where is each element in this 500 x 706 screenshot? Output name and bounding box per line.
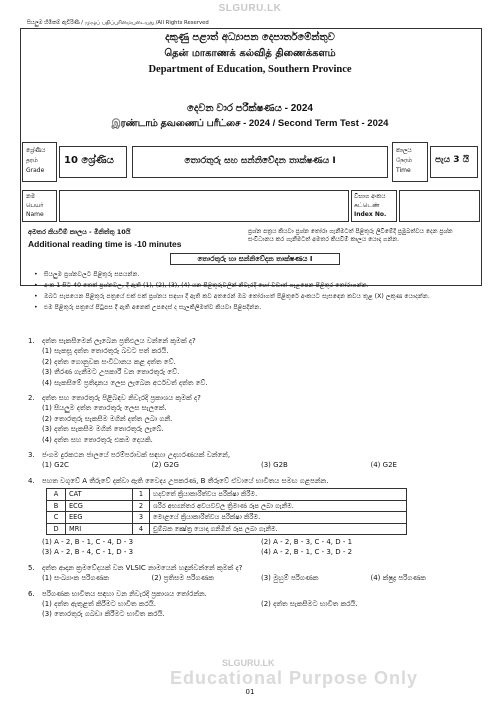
grade-value: 10 ශ්‍රේණිය (64, 155, 114, 166)
name-label-line-1: නම (26, 193, 36, 200)
question-6 (28, 589, 480, 620)
table-cell: ECG (66, 500, 133, 511)
grade-label-line-3: Grade (26, 167, 45, 174)
table-cell: 3 (133, 512, 150, 523)
grade-label-line-1: ශ්‍රේණිය (26, 147, 46, 154)
option[interactable]: (4) G2E (370, 461, 397, 470)
question-text: පරිගණක භාවිතය සඳහා වන නිවැරදි ප්‍රකාශය තෝරන්න. (42, 589, 207, 598)
option[interactable]: (2) ප්‍රතිසම පරිගණක (151, 574, 214, 583)
questions-section (28, 336, 480, 625)
options-row (42, 573, 480, 583)
part-title: තොරතුරු හා සන්නිවේදන තාක්ෂණය I (170, 253, 340, 265)
option[interactable]: (4) A - 2, B - 1, C - 3, D - 2 (261, 548, 353, 557)
question-text: පහත වගුවේ A තීරුවේ දක්වා ඇති වෛද්‍ය උපකරණ, B තීරුවේ ඒවායේ භාවිතය සමඟ ගළපන්න. (42, 476, 329, 485)
option[interactable]: (1) දත්ත ඇතුළත් කිරීමට භාවිත කරයි. (42, 599, 156, 608)
question-5 (28, 563, 480, 584)
instruction-item: • එම පිළිතුරු පත්‍රයේ පිටුපස දී ඇති අනෙක් උපදෙස් ද සැලකිලිමත්ව කියවා පිළිපදින්න. (30, 303, 480, 312)
question-number: 3. (28, 451, 35, 460)
table-cell: 2 (133, 500, 150, 511)
option[interactable]: (2) දත්ත ගොනුවක සංවිධානය කළ දත්ත වේ. (42, 357, 176, 366)
time-label-line-1: කාලය (396, 147, 412, 154)
option[interactable]: (3) තීරණ ගැනීමට උපකාරී වන තොරතුරු වේ. (42, 368, 180, 377)
reading-time-sinhala: අමතර කියවීම් කාලය - මිනිත්තු 10යි (28, 228, 131, 236)
table-cell: හදවතේ ක්‍රියාකාරීත්වය පරීක්ෂා කිරීම. (150, 489, 407, 500)
table-cell: CAT (66, 489, 133, 500)
option[interactable]: (3) G2B (261, 461, 288, 470)
table-cell: A (47, 489, 66, 500)
table-cell: මොළයේ ක්‍රියාකාරීත්වය පරීක්ෂා කිරීම. (150, 512, 407, 523)
option[interactable]: (3) දත්ත සැකසීම මගින් තොරතුරු ලැබේ. (42, 425, 164, 434)
question-2 (28, 393, 480, 445)
time-label-line-2: நேரம் (396, 157, 413, 164)
table-cell: MRI (66, 523, 133, 534)
options-grid (42, 599, 480, 620)
watermark-bottom: Educational Purpose Only (170, 668, 419, 688)
question-number: 2. (28, 394, 35, 403)
index-label-line-3: Index No. (354, 211, 387, 218)
index-label-line-2: சுட்டெண் (354, 202, 380, 209)
copyright-notice: සියලුම හිමිකම් ඇවිරිණි / முழுப் பதிப்புரிமையுடையது /All Rights Reserved (27, 20, 209, 26)
question-number: 5. (28, 563, 35, 572)
reading-time-block (28, 228, 218, 249)
question-3 (28, 450, 480, 471)
table-row (47, 523, 407, 534)
question-text: දත්ත ආදාන ක්‍රමවේදයක් වන VLSIC නාමයෙන් හඳුන්වන්නේ කුමක් ද? (42, 563, 243, 572)
table-cell: EEG (66, 512, 133, 523)
option[interactable]: (3) තොරතුරු ගබඩා කිරීමට භාවිත කරයි. (42, 610, 165, 619)
subject-box (132, 146, 388, 178)
name-field[interactable] (59, 190, 349, 222)
question-text: දත්ත සැකසීමෙන් ලැබෙන ප්‍රතිඵලය වන්නේ කුමක් ද? (42, 337, 196, 345)
grade-label-cell (22, 142, 57, 182)
department-name-english: Department of Education, Southern Province (148, 64, 352, 75)
question-text: ජංගම දුරකථන ජාලයේ පරම්පරාවක් සඳහා උදාහරණයක් වන්නේ, (42, 451, 231, 460)
reading-time-english: Additional reading time is -10 minutes (28, 239, 182, 249)
watermark-top: SLGURU.LK (218, 3, 282, 14)
index-number-field[interactable] (399, 190, 480, 222)
time-value: පැය 3 යි (435, 155, 470, 165)
question-1 (28, 336, 480, 388)
table-cell: C (47, 512, 66, 523)
grade-subject-time-row (22, 142, 480, 182)
option[interactable]: (2) A - 2, B - 3, C - 4, D - 1 (261, 537, 353, 546)
department-name-tamil: தென் மாகாணக் கல்வித் திணைக்களம் (164, 48, 336, 59)
name-index-row (22, 190, 480, 226)
option[interactable]: (1) A - 2, B - 1, C - 4, D - 3 (42, 537, 134, 546)
option[interactable]: (2) තොරතුරු සැකසීම මගින් දත්ත ලබා ගනී. (42, 414, 173, 423)
question-number: 4. (28, 476, 35, 485)
question-number: 1. (28, 337, 35, 345)
option[interactable]: (4) සැකසීමේ ප්‍රතිදානය ලෙස ලැබෙන අර්ථවත් දත්ත වේ. (42, 378, 208, 387)
index-label-line-1: විභාග අංකය (354, 193, 386, 200)
table-cell: D (47, 523, 66, 534)
options-row (42, 460, 480, 470)
question-text: දත්ත සහ තොරතුරු පිළිබඳව නිවැරදි ප්‍රකාශය කුමක් ද? (42, 394, 201, 403)
table-cell: ශරීර අභ්‍යන්තර අවයවවල ත්‍රිමාණ රූප ලබා ගැනීම. (150, 500, 407, 511)
department-name-sinhala: දකුණු පළාත් අධ්‍යාපන දෙපාර්තමේන්තුව (165, 32, 335, 43)
time-label-line-3: Time (396, 167, 411, 174)
option[interactable]: (3) A - 2, B - 4, C - 1, D - 3 (42, 548, 134, 557)
index-label-cell (351, 190, 397, 222)
table-row (47, 489, 407, 500)
page-number: 01 (245, 688, 255, 696)
table-cell: 1 (133, 489, 150, 500)
time-label-cell (392, 142, 428, 182)
table-cell: 4 (133, 523, 150, 534)
option[interactable]: (4) ක්ෂුද්‍ර පරිගණක (370, 574, 426, 583)
options-grid (42, 537, 480, 558)
option[interactable]: (1) සැකසූ දත්ත තොරතුරු බවට පත් කරයි. (42, 347, 169, 356)
table-row (47, 500, 407, 511)
matching-table (46, 488, 407, 535)
instruction-item: • ඔබට සැපයෙන පිළිතුරු පත්‍රයේ එක් එක් ප්‍රශ්නය සඳහා දී ඇති කව අතරෙන් ඔබ තෝරාගත් පිළිතුරේ අංකයට සැසඳෙන කවය තුළ (X) ලකුණ යොදන්න. (30, 292, 480, 301)
time-value-box (430, 146, 478, 178)
instruction-item: • අංක 1 සිට 40 තෙක් ප්‍රශ්නවල, දී ඇති (1), (2), (3), (4) යන පිළිතුරුවලින් නිවැරදි හෝ වඩාත් ගැළපෙන පිළිතුර තෝරාගන්න. (30, 281, 480, 290)
option[interactable]: (3) මුහුම් පරිගණක (261, 574, 319, 583)
grade-value-box (59, 146, 127, 178)
instructions-list (30, 270, 480, 314)
reading-time-note: ප්‍රශ්න පත්‍රය කියවා ප්‍රශ්න තෝරා ගැනීමටත් පිළිතුරු ලිවීමේදී ප්‍රමුඛත්වය දෙන ප්‍රශ්න සංවිධානය කර ගැනීමටත් අමතර කියවීම් කාලය යොදා ගන්න. (248, 228, 453, 243)
grade-label-line-2: தரம் (26, 157, 38, 164)
option[interactable]: (4) දත්ත සහ තොරතුරු එකම දෙයකි. (42, 435, 153, 444)
subject-title: තොරතුරු සහ සන්නිවේදන තාක්ෂණය I (184, 156, 336, 166)
option[interactable]: (1) සියලුම දත්ත තොරතුරු ලෙස සැලකේ. (42, 404, 167, 413)
option[interactable]: (1) G2C (42, 461, 69, 470)
option[interactable]: (1) සංඛ්‍යාංක පරිගණක (42, 574, 109, 583)
instruction-item: • සියලුම ප්‍රශ්නවලට පිළිතුරු සපයන්න. (30, 270, 480, 279)
name-label-cell (22, 190, 57, 222)
name-label-line-3: Name (26, 211, 44, 218)
option[interactable]: (2) දත්ත සැකසීමට භාවිත කරයි. (261, 599, 358, 608)
exam-title-sinhala: දෙවන වාර පරීක්ෂණය - 2024 (187, 103, 313, 114)
watermark-bottom-small: SLGURU.LK (222, 658, 275, 668)
exam-title-english: இரண்டாம் தவணைப் பரீட்சை - 2024 / Second Term Test - 2024 (111, 118, 389, 129)
name-label-line-2: பெயர் (26, 202, 44, 209)
option[interactable]: (2) G2G (151, 461, 179, 470)
table-cell: B (47, 500, 66, 511)
table-row (47, 512, 407, 523)
question-4 (28, 476, 480, 558)
table-cell: චුම්බක ක්‍ෂේත්‍ර යොදා ගනිමින් රූප ලබා ගැනීම. (150, 523, 407, 534)
question-number: 6. (28, 589, 35, 598)
